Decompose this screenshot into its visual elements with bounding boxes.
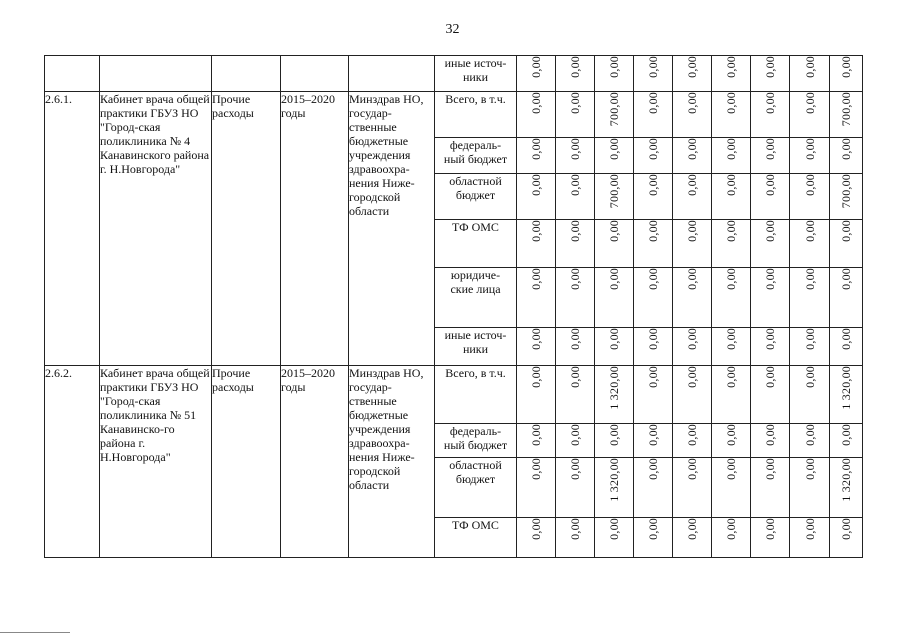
value-text: 0,00 — [607, 220, 621, 242]
value-cell — [517, 328, 556, 366]
funding-source: Всего, в т.ч. — [435, 366, 517, 424]
value-cell — [790, 458, 830, 518]
value-text: 700,00 — [839, 92, 853, 127]
table-row — [45, 56, 863, 92]
funding-source: иные источ- ники — [435, 56, 517, 92]
value-cell — [673, 424, 712, 458]
value-text: 0,00 — [646, 424, 660, 446]
value-cell — [634, 366, 673, 424]
value-text: 0,00 — [763, 424, 777, 446]
funding-source: иные источ- ники — [435, 328, 517, 366]
value-cell — [712, 174, 751, 220]
value-text: 0,00 — [724, 268, 738, 290]
value-cell — [517, 366, 556, 424]
value-text: 0,00 — [724, 328, 738, 350]
period: 2015–2020 годы — [281, 92, 349, 366]
value-text: 0,00 — [646, 366, 660, 388]
value-cell — [830, 458, 863, 518]
funding-source: юридиче- ские лица — [435, 268, 517, 328]
value-text: 0,00 — [763, 92, 777, 114]
value-text: 0,00 — [568, 174, 582, 196]
value-text: 0,00 — [607, 268, 621, 290]
value-text: 0,00 — [568, 424, 582, 446]
value-text: 0,00 — [685, 138, 699, 160]
value-text: 0,00 — [802, 220, 817, 242]
value-text: 0,00 — [724, 56, 738, 78]
funding-source: Всего, в т.ч. — [435, 92, 517, 138]
value-text: 0,00 — [763, 328, 777, 350]
value-text: 0,00 — [763, 174, 777, 196]
value-text: 0,00 — [724, 220, 738, 242]
value-cell — [517, 174, 556, 220]
value-cell — [712, 518, 751, 558]
expense-type: Прочие расходы — [212, 366, 281, 558]
value-text: 0,00 — [802, 328, 817, 350]
value-text: 0,00 — [802, 518, 817, 540]
value-text: 0,00 — [839, 518, 853, 540]
value-text: 0,00 — [685, 458, 699, 480]
value-text: 0,00 — [802, 174, 817, 196]
value-text: 0,00 — [607, 328, 621, 350]
value-text: 0,00 — [724, 424, 738, 446]
value-text: 0,00 — [802, 366, 817, 388]
value-text: 1 320,00 — [839, 458, 853, 502]
value-cell — [751, 174, 790, 220]
value-text: 1 320,00 — [607, 366, 621, 410]
value-cell — [673, 518, 712, 558]
funding-source: федераль- ный бюджет — [435, 138, 517, 174]
value-text: 0,00 — [529, 138, 543, 160]
value-cell — [517, 424, 556, 458]
value-text: 0,00 — [568, 518, 582, 540]
value-cell — [556, 328, 595, 366]
funding-source: ТФ ОМС — [435, 220, 517, 268]
value-cell — [790, 174, 830, 220]
value-text: 0,00 — [568, 328, 582, 350]
value-text: 0,00 — [646, 56, 660, 78]
value-text: 0,00 — [763, 56, 777, 78]
value-text: 0,00 — [607, 518, 621, 540]
value-cell — [634, 424, 673, 458]
value-cell — [673, 56, 712, 92]
value-cell — [712, 138, 751, 174]
value-cell — [595, 458, 634, 518]
value-cell — [751, 328, 790, 366]
value-cell — [673, 92, 712, 138]
value-text: 0,00 — [802, 138, 817, 160]
value-cell — [634, 56, 673, 92]
value-cell — [673, 220, 712, 268]
value-text: 0,00 — [724, 366, 738, 388]
value-text: 0,00 — [839, 220, 853, 242]
value-cell — [556, 92, 595, 138]
value-text: 0,00 — [839, 138, 853, 160]
value-text: 0,00 — [568, 366, 582, 388]
value-text: 0,00 — [568, 268, 582, 290]
value-text: 0,00 — [685, 56, 699, 78]
value-text: 0,00 — [529, 518, 543, 540]
value-cell — [634, 174, 673, 220]
value-cell — [595, 328, 634, 366]
empty-cell — [100, 56, 212, 92]
value-cell — [751, 92, 790, 138]
value-text: 0,00 — [646, 220, 660, 242]
value-text: 0,00 — [685, 174, 699, 196]
value-cell — [712, 328, 751, 366]
value-cell — [517, 518, 556, 558]
value-cell — [595, 268, 634, 328]
value-cell — [712, 366, 751, 424]
value-text: 0,00 — [802, 92, 817, 114]
item-name: Кабинет врача общей практики ГБУЗ НО "Город-ская поликлиника № 51 Канавинско-го района г. Н.Новгорода" — [100, 366, 212, 558]
empty-cell — [45, 56, 100, 92]
value-cell — [517, 220, 556, 268]
value-text: 0,00 — [802, 56, 817, 78]
value-text: 0,00 — [763, 268, 777, 290]
value-cell — [830, 518, 863, 558]
empty-cell — [349, 56, 435, 92]
value-text: 0,00 — [763, 518, 777, 540]
value-cell — [790, 56, 830, 92]
value-text: 0,00 — [763, 138, 777, 160]
value-cell — [673, 138, 712, 174]
value-cell — [595, 174, 634, 220]
value-text: 0,00 — [646, 328, 660, 350]
value-cell — [595, 518, 634, 558]
value-cell — [595, 220, 634, 268]
item-code: 2.6.2. — [45, 366, 100, 558]
value-cell — [595, 56, 634, 92]
value-text: 0,00 — [607, 138, 621, 160]
value-cell — [830, 424, 863, 458]
value-cell — [790, 328, 830, 366]
value-cell — [673, 268, 712, 328]
value-cell — [751, 366, 790, 424]
value-cell — [634, 220, 673, 268]
value-text: 0,00 — [607, 56, 621, 78]
value-text: 0,00 — [763, 366, 777, 388]
value-cell — [595, 424, 634, 458]
value-cell — [751, 458, 790, 518]
value-text: 0,00 — [802, 268, 817, 290]
value-cell — [790, 366, 830, 424]
value-cell — [517, 56, 556, 92]
table-row — [45, 92, 863, 138]
value-text: 700,00 — [607, 92, 621, 127]
expense-type: Прочие расходы — [212, 92, 281, 366]
value-cell — [712, 56, 751, 92]
value-cell — [517, 138, 556, 174]
value-text: 0,00 — [568, 92, 582, 114]
value-text: 0,00 — [724, 92, 738, 114]
value-text: 0,00 — [839, 56, 853, 78]
funding-source: областной бюджет — [435, 458, 517, 518]
value-cell — [634, 92, 673, 138]
value-cell — [830, 328, 863, 366]
value-cell — [712, 268, 751, 328]
page-number: 32 — [445, 22, 460, 37]
value-cell — [556, 268, 595, 328]
value-cell — [673, 458, 712, 518]
value-text: 0,00 — [646, 92, 660, 114]
value-cell — [830, 138, 863, 174]
value-cell — [751, 424, 790, 458]
value-cell — [595, 92, 634, 138]
value-cell — [556, 424, 595, 458]
value-text: 0,00 — [529, 424, 543, 446]
value-text: 0,00 — [839, 424, 853, 446]
value-text: 0,00 — [646, 138, 660, 160]
value-text: 0,00 — [839, 328, 853, 350]
value-text: 0,00 — [685, 220, 699, 242]
value-text: 0,00 — [685, 328, 699, 350]
value-cell — [712, 92, 751, 138]
value-cell — [751, 518, 790, 558]
value-text: 0,00 — [529, 328, 543, 350]
value-cell — [595, 138, 634, 174]
value-text: 0,00 — [568, 56, 582, 78]
value-text: 0,00 — [724, 518, 738, 540]
value-text: 0,00 — [646, 458, 660, 480]
value-text: 0,00 — [646, 174, 660, 196]
value-text: 0,00 — [685, 518, 699, 540]
empty-cell — [281, 56, 349, 92]
value-cell — [556, 366, 595, 424]
value-text: 0,00 — [802, 424, 817, 446]
value-cell — [517, 268, 556, 328]
value-text: 0,00 — [568, 138, 582, 160]
value-cell — [790, 424, 830, 458]
value-cell — [790, 268, 830, 328]
value-text: 0,00 — [529, 366, 543, 388]
value-cell — [517, 92, 556, 138]
value-text: 0,00 — [529, 458, 543, 480]
executor: Минздрав НО, государ-ственные бюджетные учреждения здравоохра-нения Ниже-городской области — [349, 366, 435, 558]
value-text: 1 320,00 — [839, 366, 853, 410]
value-text: 0,00 — [529, 220, 543, 242]
value-text: 0,00 — [685, 424, 699, 446]
value-cell — [830, 366, 863, 424]
value-cell — [712, 458, 751, 518]
value-text: 0,00 — [763, 458, 777, 480]
value-text: 0,00 — [685, 268, 699, 290]
value-cell — [790, 220, 830, 268]
value-cell — [830, 268, 863, 328]
footer-rule — [0, 632, 70, 633]
value-text: 700,00 — [607, 174, 621, 209]
value-cell — [634, 518, 673, 558]
value-cell — [790, 518, 830, 558]
value-text: 0,00 — [646, 518, 660, 540]
value-text: 0,00 — [529, 268, 543, 290]
value-text: 700,00 — [839, 174, 853, 209]
value-text: 0,00 — [568, 220, 582, 242]
value-text: 0,00 — [724, 458, 738, 480]
value-cell — [556, 56, 595, 92]
value-cell — [556, 174, 595, 220]
value-cell — [751, 56, 790, 92]
value-cell — [673, 174, 712, 220]
value-cell — [830, 56, 863, 92]
item-name: Кабинет врача общей практики ГБУЗ НО "Город-ская поликлиника № 4 Канавинского района г. Н.Новгорода" — [100, 92, 212, 366]
value-cell — [830, 220, 863, 268]
value-cell — [556, 458, 595, 518]
value-cell — [556, 220, 595, 268]
value-cell — [830, 174, 863, 220]
value-cell — [712, 220, 751, 268]
value-text: 0,00 — [763, 220, 777, 242]
value-cell — [595, 366, 634, 424]
value-cell — [634, 268, 673, 328]
value-text: 0,00 — [529, 92, 543, 114]
value-text: 0,00 — [529, 174, 543, 196]
value-text: 0,00 — [529, 56, 543, 78]
table-row — [45, 366, 863, 424]
value-cell — [634, 138, 673, 174]
value-cell — [517, 458, 556, 518]
value-text: 0,00 — [646, 268, 660, 290]
funding-source: федераль- ный бюджет — [435, 424, 517, 458]
value-cell — [830, 92, 863, 138]
value-cell — [751, 220, 790, 268]
value-cell — [712, 424, 751, 458]
value-text: 0,00 — [724, 138, 738, 160]
value-cell — [751, 138, 790, 174]
value-text: 0,00 — [685, 92, 699, 114]
value-cell — [790, 138, 830, 174]
value-text: 0,00 — [724, 174, 738, 196]
value-text: 0,00 — [568, 458, 582, 480]
value-cell — [556, 518, 595, 558]
value-cell — [673, 366, 712, 424]
executor: Минздрав НО, государ-ственные бюджетные учреждения здравоохра-нения Ниже-городской области — [349, 92, 435, 366]
value-cell — [790, 92, 830, 138]
funding-source: ТФ ОМС — [435, 518, 517, 558]
value-text: 0,00 — [839, 268, 853, 290]
value-text: 0,00 — [607, 424, 621, 446]
value-cell — [556, 138, 595, 174]
value-text: 0,00 — [685, 366, 699, 388]
value-text: 1 320,00 — [607, 458, 621, 502]
value-cell — [751, 268, 790, 328]
empty-cell — [212, 56, 281, 92]
item-code: 2.6.1. — [45, 92, 100, 366]
value-cell — [673, 328, 712, 366]
value-text: 0,00 — [802, 458, 817, 480]
funding-source: областной бюджет — [435, 174, 517, 220]
value-cell — [634, 328, 673, 366]
budget-table — [44, 55, 863, 558]
value-cell — [634, 458, 673, 518]
period: 2015–2020 годы — [281, 366, 349, 558]
